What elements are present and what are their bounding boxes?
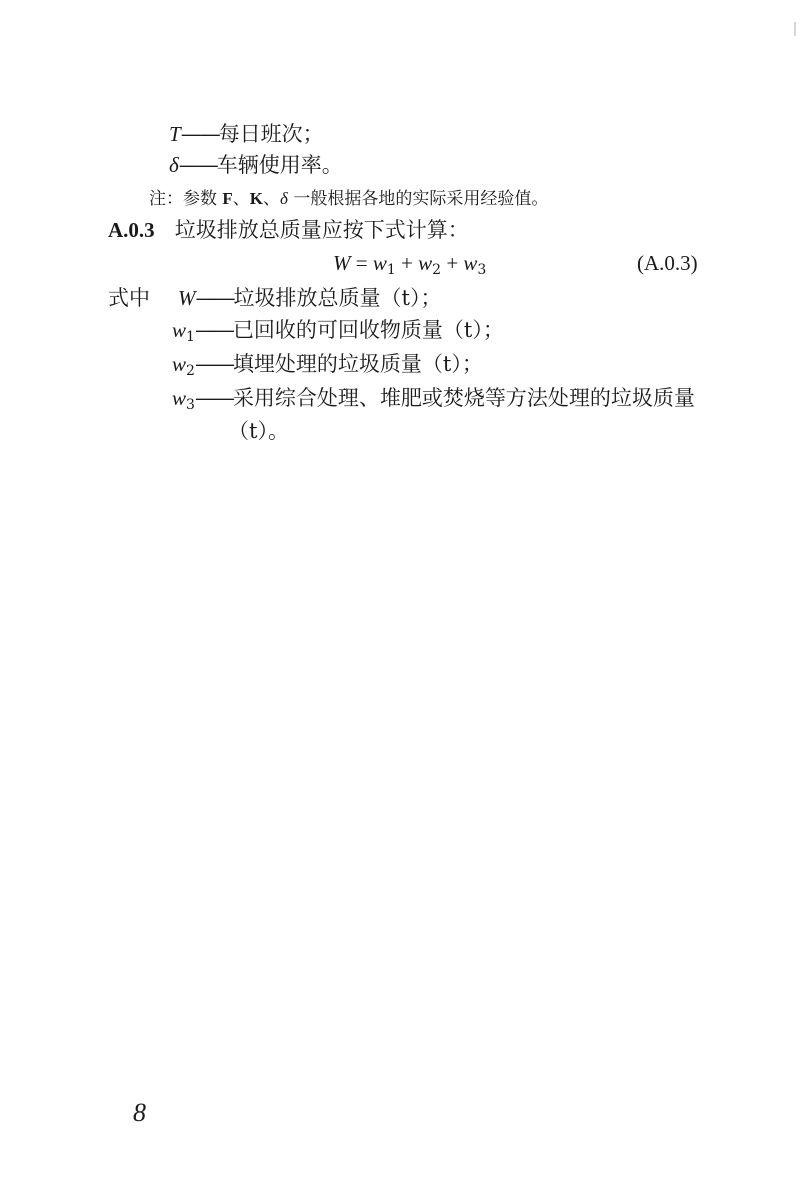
note-prefix: 注：参数 bbox=[149, 189, 223, 209]
eq-sub: 1 bbox=[386, 262, 396, 278]
symbol: T bbox=[169, 122, 181, 146]
dash: —— bbox=[195, 286, 234, 310]
note-symbol-delta: δ bbox=[280, 189, 288, 208]
page-edge-mark bbox=[794, 22, 796, 36]
symbol-sub: 3 bbox=[186, 397, 195, 413]
symbol: δ bbox=[169, 153, 179, 177]
definition-w3 bbox=[172, 388, 695, 412]
note-symbol-F: F bbox=[222, 189, 233, 208]
note-symbol-K: K bbox=[249, 189, 264, 208]
section-number: A.0.3 bbox=[108, 218, 155, 242]
eq-sub: 3 bbox=[477, 262, 487, 278]
dash: —— bbox=[194, 386, 233, 410]
note-sep: 、 bbox=[232, 189, 250, 209]
page-number: 8 bbox=[133, 1098, 146, 1127]
where-label: 式中 bbox=[108, 286, 150, 310]
note bbox=[149, 190, 548, 208]
eq-lhs: W bbox=[333, 251, 351, 275]
definition-text: 车辆使用率。 bbox=[216, 153, 343, 177]
definition-text: 采用综合处理、堆肥或焚烧等方法处理的垃圾质量 bbox=[232, 386, 695, 410]
equation bbox=[333, 253, 486, 277]
dash: —— bbox=[180, 122, 219, 146]
definition-text: 垃圾排放总质量（t）； bbox=[233, 286, 442, 310]
definition-w1 bbox=[172, 320, 504, 344]
symbol: w bbox=[172, 386, 187, 410]
eq-plus: + bbox=[441, 251, 464, 275]
symbol: w bbox=[172, 318, 187, 342]
definition-text: 已回收的可回收物质量（t）； bbox=[232, 318, 504, 342]
note-rest: 一般根据各地的实际采用经验值。 bbox=[287, 189, 549, 209]
dash: —— bbox=[194, 352, 233, 376]
eq-term: w bbox=[463, 251, 478, 275]
definition-T bbox=[169, 124, 324, 145]
eq-plus: + bbox=[395, 251, 419, 275]
eq-equals: = bbox=[350, 251, 373, 275]
note-sep: 、 bbox=[263, 189, 281, 209]
dash: —— bbox=[194, 318, 233, 342]
equation-number: (A.0.3) bbox=[637, 251, 698, 275]
eq-term: w bbox=[418, 251, 433, 275]
dash: —— bbox=[178, 153, 217, 177]
eq-sub: 2 bbox=[432, 262, 442, 278]
definition-w3-continuation: （t）。 bbox=[228, 419, 289, 443]
symbol-sub: 2 bbox=[186, 363, 195, 379]
definition-W bbox=[178, 288, 441, 309]
definition-text: 每日班次； bbox=[218, 122, 324, 146]
symbol: w bbox=[172, 352, 187, 376]
definition-delta bbox=[169, 155, 343, 176]
section-text: 垃圾排放总质量应按下式计算： bbox=[174, 218, 469, 242]
definition-w2 bbox=[172, 354, 483, 378]
eq-term: w bbox=[372, 251, 387, 275]
symbol-sub: 1 bbox=[186, 329, 195, 345]
section-heading bbox=[108, 220, 469, 241]
definition-text: 填埋处理的垃圾质量（t）； bbox=[232, 352, 483, 376]
symbol: W bbox=[178, 286, 196, 310]
